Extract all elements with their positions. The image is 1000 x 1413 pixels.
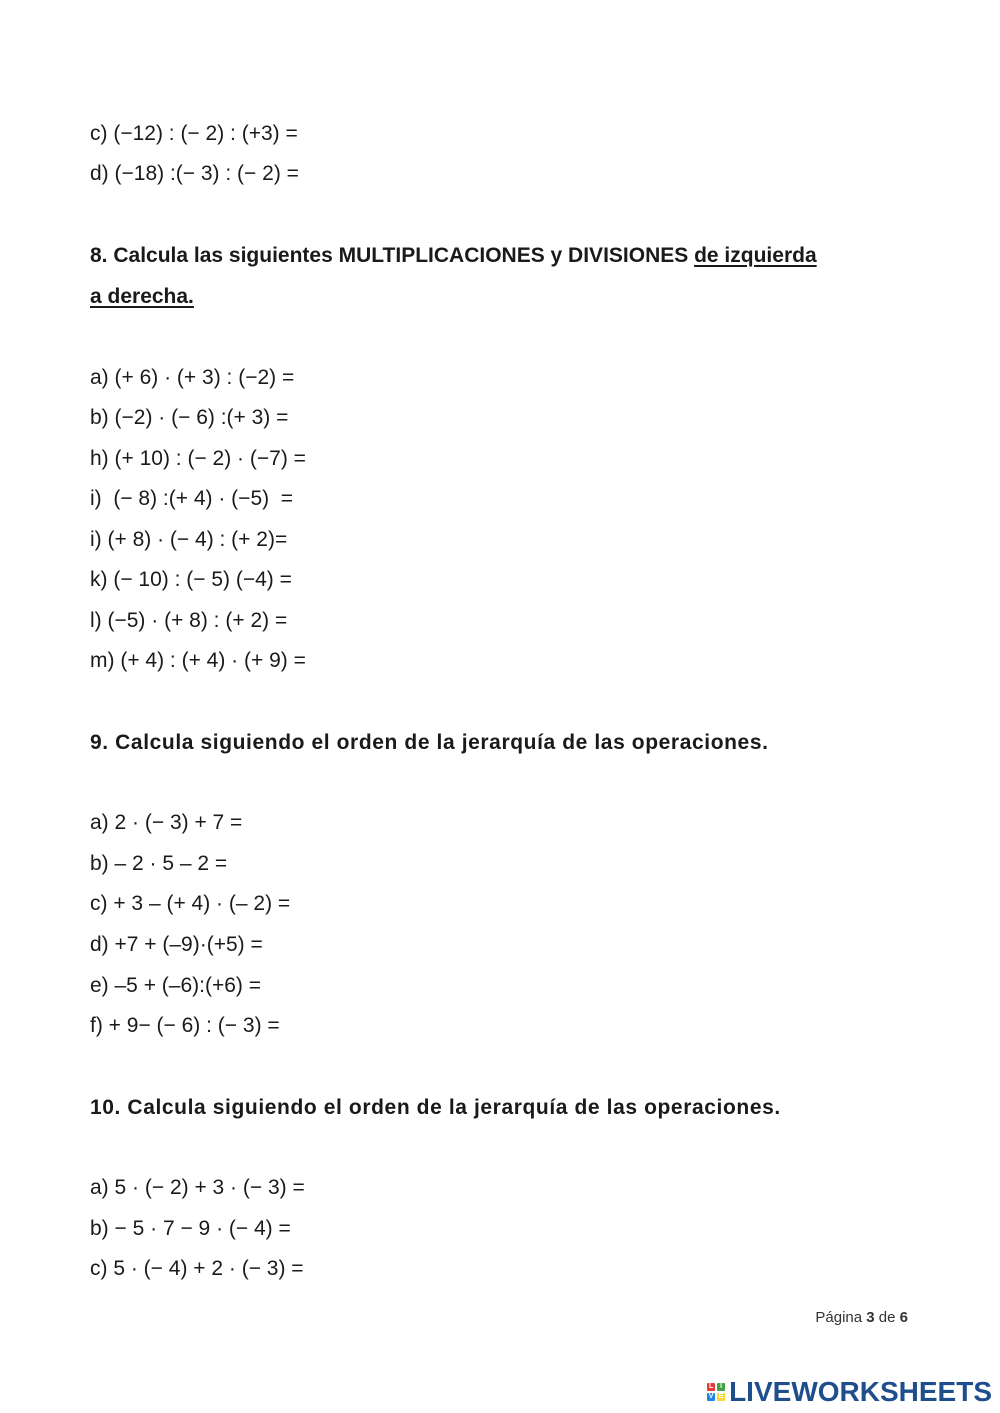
exercise-8a: a) (+ 6) · (+ 3) : (−2) = xyxy=(90,366,295,389)
of-label: de xyxy=(878,1309,896,1326)
logo-mark-v: V xyxy=(708,1393,714,1400)
exercise-8b: b) (−2) · (− 6) :(+ 3) = xyxy=(90,406,289,429)
section-8-heading xyxy=(90,243,817,269)
section-8-title: 8. Calcula las siguientes MULTIPLICACIONES y DIVISIONES xyxy=(90,244,695,267)
exercise-7d: d) (−18) :(− 3) : (− 2) = xyxy=(90,162,299,185)
liveworksheets-logo xyxy=(707,1376,992,1408)
total-pages: 6 xyxy=(899,1309,908,1326)
exercise-8k: k) (− 10) : (− 5) (−4) = xyxy=(90,568,292,591)
exercise-10b: b) − 5 · 7 − 9 · (− 4) = xyxy=(90,1217,291,1240)
exercise-9e: e) –5 + (–6):(+6) = xyxy=(90,974,262,997)
exercise-9c: c) + 3 – (+ 4) · (– 2) = xyxy=(90,892,291,915)
logo-mark-i: I xyxy=(717,1383,725,1391)
exercise-10c: c) 5 · (− 4) + 2 · (− 3) = xyxy=(90,1257,304,1280)
exercise-8h: h) (+ 10) : (− 2) · (−7) = xyxy=(90,447,306,470)
logo-mark-icon xyxy=(707,1383,725,1401)
exercise-9b: b) – 2 · 5 – 2 = xyxy=(90,852,228,875)
section-8-heading-line2 xyxy=(90,284,194,310)
exercise-8m: m) (+ 4) : (+ 4) · (+ 9) = xyxy=(90,649,306,672)
section-10-heading: 10. Calcula siguiendo el orden de la jerarquía de las operaciones. xyxy=(90,1096,781,1119)
exercise-10a: a) 5 · (− 2) + 3 · (− 3) = xyxy=(90,1176,305,1199)
exercise-9d: d) +7 + (–9)·(+5) = xyxy=(90,933,263,956)
logo-text: LIVEWORKSHEETS xyxy=(729,1376,992,1407)
section-9-heading: 9. Calcula siguiendo el orden de la jerarquía de las operaciones. xyxy=(90,731,769,754)
section-8-title-underlined-2: a derecha. xyxy=(90,285,194,308)
logo-mark-e: E xyxy=(718,1393,724,1400)
logo-mark-l: L xyxy=(708,1383,714,1390)
exercise-8i-second: i) (+ 8) · (− 4) : (+ 2)= xyxy=(90,528,288,551)
exercise-9a: a) 2 · (− 3) + 7 = xyxy=(90,811,243,834)
page-label: Página xyxy=(815,1309,863,1326)
exercise-9f: f) + 9− (− 6) : (− 3) = xyxy=(90,1014,280,1037)
page-number xyxy=(815,1309,908,1326)
current-page: 3 xyxy=(866,1309,875,1326)
exercise-7c: c) (−12) : (− 2) : (+3) = xyxy=(90,122,298,145)
section-8-title-underlined-1: de izquierda xyxy=(694,244,817,267)
exercise-8i-first: i) (− 8) :(+ 4) · (−5) = xyxy=(90,487,294,510)
exercise-8l: l) (−5) · (+ 8) : (+ 2) = xyxy=(90,609,288,632)
